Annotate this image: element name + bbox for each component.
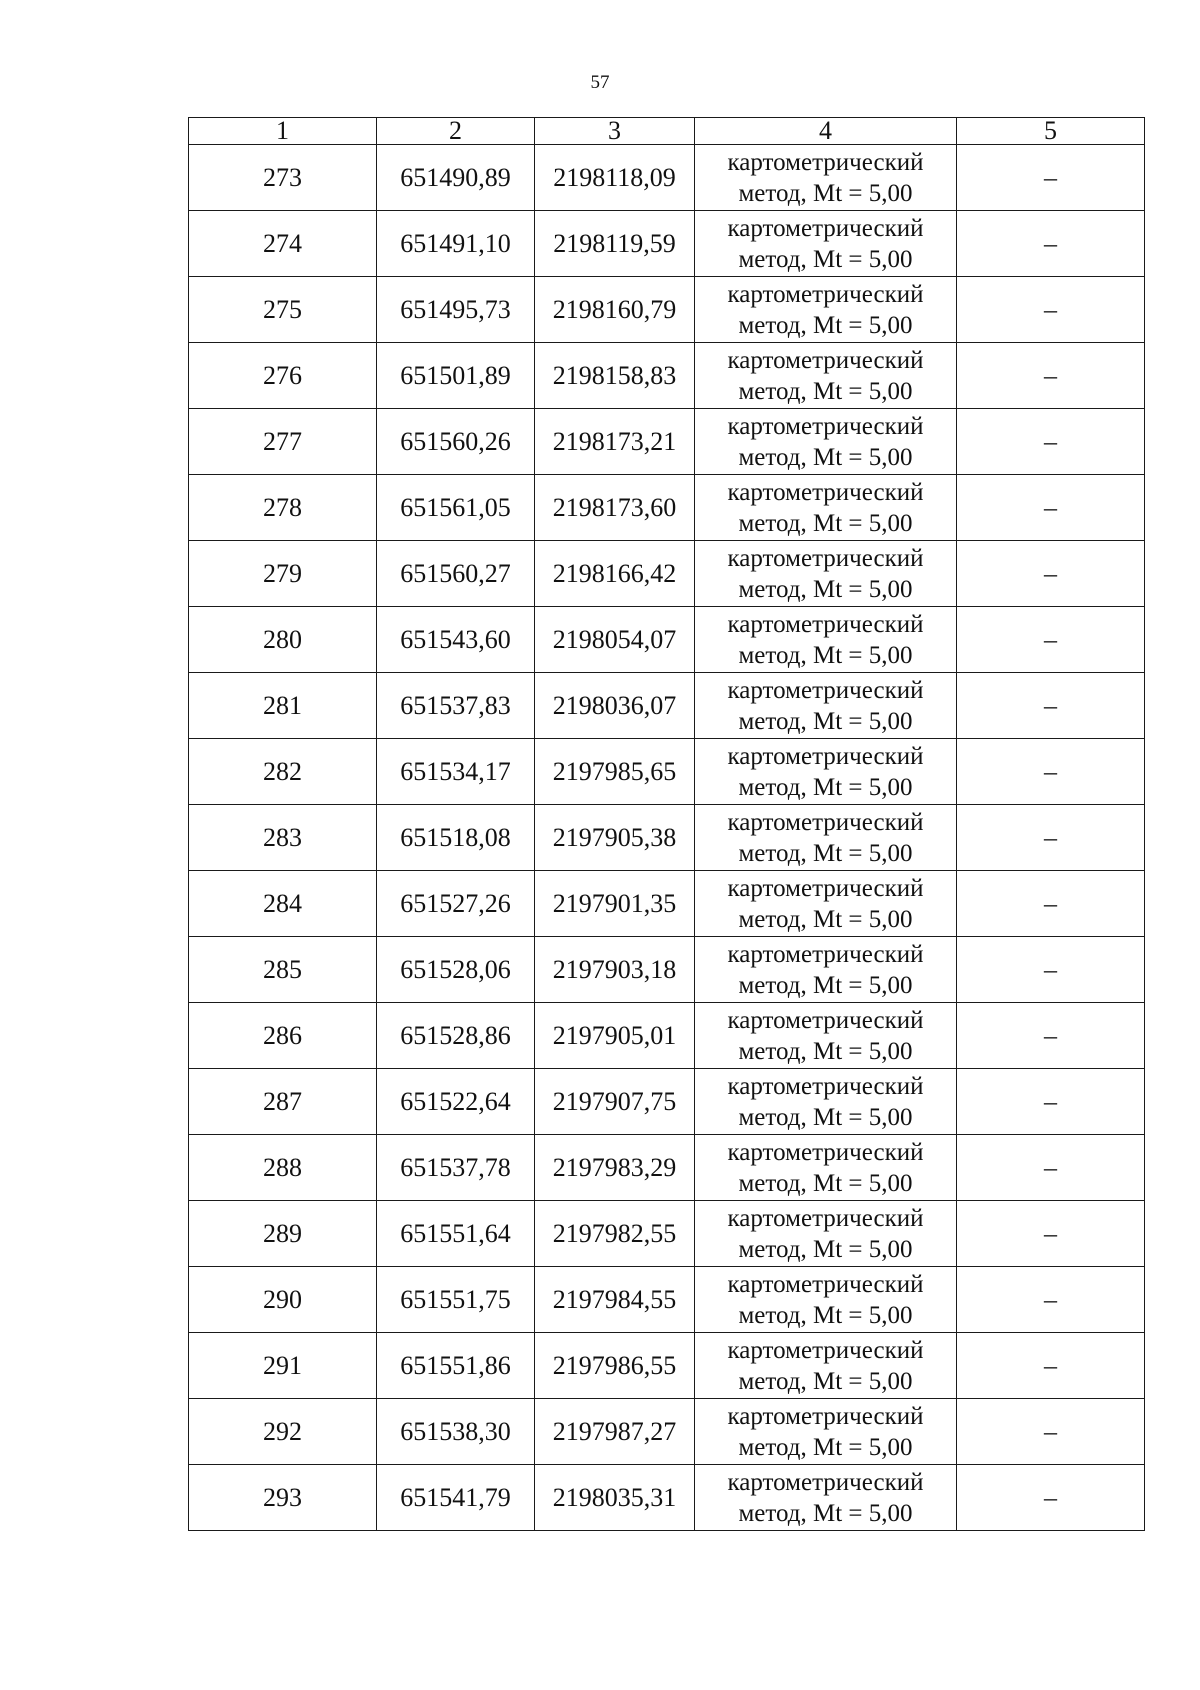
note-cell: – bbox=[957, 1135, 1145, 1201]
point-number-cell: 282 bbox=[189, 739, 377, 805]
method-line-2: метод, Mt = 5,00 bbox=[738, 1169, 913, 1197]
method-cell bbox=[695, 805, 957, 871]
y-coordinate-cell: 2197987,27 bbox=[535, 1399, 695, 1465]
method-line-2: метод, Mt = 5,00 bbox=[738, 773, 913, 801]
x-coordinate-cell: 651551,86 bbox=[377, 1333, 535, 1399]
table-row bbox=[189, 937, 1145, 1003]
table-row bbox=[189, 871, 1145, 937]
method-cell bbox=[695, 1201, 957, 1267]
point-number-cell: 287 bbox=[189, 1069, 377, 1135]
method-line-1: картометрический bbox=[727, 1138, 924, 1166]
x-coordinate-cell: 651495,73 bbox=[377, 277, 535, 343]
method-line-1: картометрический bbox=[727, 148, 924, 176]
method-cell bbox=[695, 739, 957, 805]
x-coordinate-cell: 651518,08 bbox=[377, 805, 535, 871]
page-number: 57 bbox=[590, 72, 610, 93]
x-coordinate-cell: 651560,26 bbox=[377, 409, 535, 475]
table-row bbox=[189, 673, 1145, 739]
point-number-cell: 286 bbox=[189, 1003, 377, 1069]
method-line-2: метод, Mt = 5,00 bbox=[738, 1037, 913, 1065]
method-line-1: картометрический bbox=[727, 1270, 924, 1298]
method-line-1: картометрический bbox=[727, 1204, 924, 1232]
header-cell-4: 4 bbox=[695, 118, 957, 145]
note-cell: – bbox=[957, 805, 1145, 871]
point-number-cell: 290 bbox=[189, 1267, 377, 1333]
x-coordinate-cell: 651543,60 bbox=[377, 607, 535, 673]
point-number-cell: 289 bbox=[189, 1201, 377, 1267]
note-cell: – bbox=[957, 1267, 1145, 1333]
x-coordinate-cell: 651534,17 bbox=[377, 739, 535, 805]
method-line-1: картометрический bbox=[727, 214, 924, 242]
note-cell: – bbox=[957, 1333, 1145, 1399]
table-row bbox=[189, 1201, 1145, 1267]
point-number-cell: 277 bbox=[189, 409, 377, 475]
x-coordinate-cell: 651551,75 bbox=[377, 1267, 535, 1333]
note-cell: – bbox=[957, 1201, 1145, 1267]
table-row bbox=[189, 607, 1145, 673]
note-cell: – bbox=[957, 277, 1145, 343]
method-line-2: метод, Mt = 5,00 bbox=[738, 1103, 913, 1131]
method-cell bbox=[695, 211, 957, 277]
x-coordinate-cell: 651527,26 bbox=[377, 871, 535, 937]
point-number-cell: 279 bbox=[189, 541, 377, 607]
y-coordinate-cell: 2198173,21 bbox=[535, 409, 695, 475]
y-coordinate-cell: 2198118,09 bbox=[535, 145, 695, 211]
table-row bbox=[189, 1003, 1145, 1069]
point-number-cell: 276 bbox=[189, 343, 377, 409]
table-row bbox=[189, 805, 1145, 871]
method-cell bbox=[695, 1267, 957, 1333]
y-coordinate-cell: 2197985,65 bbox=[535, 739, 695, 805]
method-line-2: метод, Mt = 5,00 bbox=[738, 443, 913, 471]
header-cell-3: 3 bbox=[535, 118, 695, 145]
point-number-cell: 280 bbox=[189, 607, 377, 673]
method-line-1: картометрический bbox=[727, 808, 924, 836]
method-line-2: метод, Mt = 5,00 bbox=[738, 509, 913, 537]
method-line-1: картометрический bbox=[727, 544, 924, 572]
table-row bbox=[189, 1135, 1145, 1201]
y-coordinate-cell: 2197901,35 bbox=[535, 871, 695, 937]
header-row bbox=[189, 118, 1145, 145]
x-coordinate-cell: 651528,86 bbox=[377, 1003, 535, 1069]
method-line-2: метод, Mt = 5,00 bbox=[738, 1499, 913, 1527]
coordinates-table bbox=[188, 117, 1145, 1531]
method-line-2: метод, Mt = 5,00 bbox=[738, 905, 913, 933]
method-line-2: метод, Mt = 5,00 bbox=[738, 1433, 913, 1461]
method-cell bbox=[695, 409, 957, 475]
method-cell bbox=[695, 277, 957, 343]
note-cell: – bbox=[957, 1003, 1145, 1069]
table-row bbox=[189, 475, 1145, 541]
y-coordinate-cell: 2198035,31 bbox=[535, 1465, 695, 1531]
method-line-2: метод, Mt = 5,00 bbox=[738, 641, 913, 669]
header-cell-2: 2 bbox=[377, 118, 535, 145]
method-cell bbox=[695, 607, 957, 673]
table-row bbox=[189, 739, 1145, 805]
note-cell: – bbox=[957, 541, 1145, 607]
table-row bbox=[189, 1465, 1145, 1531]
note-cell: – bbox=[957, 607, 1145, 673]
table-row bbox=[189, 277, 1145, 343]
x-coordinate-cell: 651490,89 bbox=[377, 145, 535, 211]
method-cell bbox=[695, 1333, 957, 1399]
method-cell bbox=[695, 1399, 957, 1465]
x-coordinate-cell: 651561,05 bbox=[377, 475, 535, 541]
y-coordinate-cell: 2198166,42 bbox=[535, 541, 695, 607]
method-line-2: метод, Mt = 5,00 bbox=[738, 575, 913, 603]
method-line-1: картометрический bbox=[727, 280, 924, 308]
method-cell bbox=[695, 1135, 957, 1201]
y-coordinate-cell: 2197983,29 bbox=[535, 1135, 695, 1201]
point-number-cell: 292 bbox=[189, 1399, 377, 1465]
method-line-1: картометрический bbox=[727, 478, 924, 506]
note-cell: – bbox=[957, 1069, 1145, 1135]
method-cell bbox=[695, 145, 957, 211]
method-line-1: картометрический bbox=[727, 742, 924, 770]
table-row bbox=[189, 1399, 1145, 1465]
method-line-1: картометрический bbox=[727, 1336, 924, 1364]
y-coordinate-cell: 2197905,38 bbox=[535, 805, 695, 871]
method-cell bbox=[695, 1003, 957, 1069]
table-row bbox=[189, 343, 1145, 409]
note-cell: – bbox=[957, 673, 1145, 739]
method-line-2: метод, Mt = 5,00 bbox=[738, 1367, 913, 1395]
point-number-cell: 291 bbox=[189, 1333, 377, 1399]
method-cell bbox=[695, 541, 957, 607]
y-coordinate-cell: 2197907,75 bbox=[535, 1069, 695, 1135]
point-number-cell: 285 bbox=[189, 937, 377, 1003]
note-cell: – bbox=[957, 145, 1145, 211]
point-number-cell: 275 bbox=[189, 277, 377, 343]
y-coordinate-cell: 2198119,59 bbox=[535, 211, 695, 277]
method-line-2: метод, Mt = 5,00 bbox=[738, 1301, 913, 1329]
y-coordinate-cell: 2197905,01 bbox=[535, 1003, 695, 1069]
note-cell: – bbox=[957, 739, 1145, 805]
table-header bbox=[189, 118, 1145, 145]
method-line-1: картометрический bbox=[727, 676, 924, 704]
method-cell bbox=[695, 937, 957, 1003]
method-line-2: метод, Mt = 5,00 bbox=[738, 245, 913, 273]
method-line-2: метод, Mt = 5,00 bbox=[738, 311, 913, 339]
y-coordinate-cell: 2198160,79 bbox=[535, 277, 695, 343]
x-coordinate-cell: 651541,79 bbox=[377, 1465, 535, 1531]
table-row bbox=[189, 145, 1145, 211]
y-coordinate-cell: 2197984,55 bbox=[535, 1267, 695, 1333]
method-line-2: метод, Mt = 5,00 bbox=[738, 1235, 913, 1263]
point-number-cell: 281 bbox=[189, 673, 377, 739]
table-row bbox=[189, 211, 1145, 277]
header-cell-5: 5 bbox=[957, 118, 1145, 145]
x-coordinate-cell: 651528,06 bbox=[377, 937, 535, 1003]
method-line-1: картометрический bbox=[727, 874, 924, 902]
method-cell bbox=[695, 475, 957, 541]
method-cell bbox=[695, 1465, 957, 1531]
x-coordinate-cell: 651538,30 bbox=[377, 1399, 535, 1465]
method-cell bbox=[695, 343, 957, 409]
method-cell bbox=[695, 871, 957, 937]
y-coordinate-cell: 2198173,60 bbox=[535, 475, 695, 541]
method-cell bbox=[695, 1069, 957, 1135]
y-coordinate-cell: 2198054,07 bbox=[535, 607, 695, 673]
point-number-cell: 284 bbox=[189, 871, 377, 937]
note-cell: – bbox=[957, 1399, 1145, 1465]
point-number-cell: 283 bbox=[189, 805, 377, 871]
y-coordinate-cell: 2198158,83 bbox=[535, 343, 695, 409]
method-line-2: метод, Mt = 5,00 bbox=[738, 839, 913, 867]
point-number-cell: 274 bbox=[189, 211, 377, 277]
method-line-1: картометрический bbox=[727, 346, 924, 374]
note-cell: – bbox=[957, 1465, 1145, 1531]
y-coordinate-cell: 2197986,55 bbox=[535, 1333, 695, 1399]
x-coordinate-cell: 651537,83 bbox=[377, 673, 535, 739]
method-line-1: картометрический bbox=[727, 940, 924, 968]
x-coordinate-cell: 651491,10 bbox=[377, 211, 535, 277]
x-coordinate-cell: 651501,89 bbox=[377, 343, 535, 409]
point-number-cell: 278 bbox=[189, 475, 377, 541]
y-coordinate-cell: 2197903,18 bbox=[535, 937, 695, 1003]
x-coordinate-cell: 651522,64 bbox=[377, 1069, 535, 1135]
method-line-1: картометрический bbox=[727, 1006, 924, 1034]
x-coordinate-cell: 651551,64 bbox=[377, 1201, 535, 1267]
note-cell: – bbox=[957, 211, 1145, 277]
point-number-cell: 273 bbox=[189, 145, 377, 211]
method-line-1: картометрический bbox=[727, 610, 924, 638]
method-line-2: метод, Mt = 5,00 bbox=[738, 377, 913, 405]
x-coordinate-cell: 651537,78 bbox=[377, 1135, 535, 1201]
table-row bbox=[189, 1267, 1145, 1333]
note-cell: – bbox=[957, 937, 1145, 1003]
table-row bbox=[189, 541, 1145, 607]
method-line-1: картометрический bbox=[727, 412, 924, 440]
note-cell: – bbox=[957, 343, 1145, 409]
note-cell: – bbox=[957, 871, 1145, 937]
table-row bbox=[189, 1069, 1145, 1135]
note-cell: – bbox=[957, 409, 1145, 475]
table-row bbox=[189, 1333, 1145, 1399]
note-cell: – bbox=[957, 475, 1145, 541]
table-body bbox=[189, 145, 1145, 1531]
method-line-2: метод, Mt = 5,00 bbox=[738, 179, 913, 207]
table-row bbox=[189, 409, 1145, 475]
method-line-1: картометрический bbox=[727, 1072, 924, 1100]
y-coordinate-cell: 2198036,07 bbox=[535, 673, 695, 739]
method-line-1: картометрический bbox=[727, 1468, 924, 1496]
header-cell-1: 1 bbox=[189, 118, 377, 145]
method-line-2: метод, Mt = 5,00 bbox=[738, 971, 913, 999]
method-line-2: метод, Mt = 5,00 bbox=[738, 707, 913, 735]
point-number-cell: 293 bbox=[189, 1465, 377, 1531]
point-number-cell: 288 bbox=[189, 1135, 377, 1201]
y-coordinate-cell: 2197982,55 bbox=[535, 1201, 695, 1267]
method-line-1: картометрический bbox=[727, 1402, 924, 1430]
x-coordinate-cell: 651560,27 bbox=[377, 541, 535, 607]
method-cell bbox=[695, 673, 957, 739]
